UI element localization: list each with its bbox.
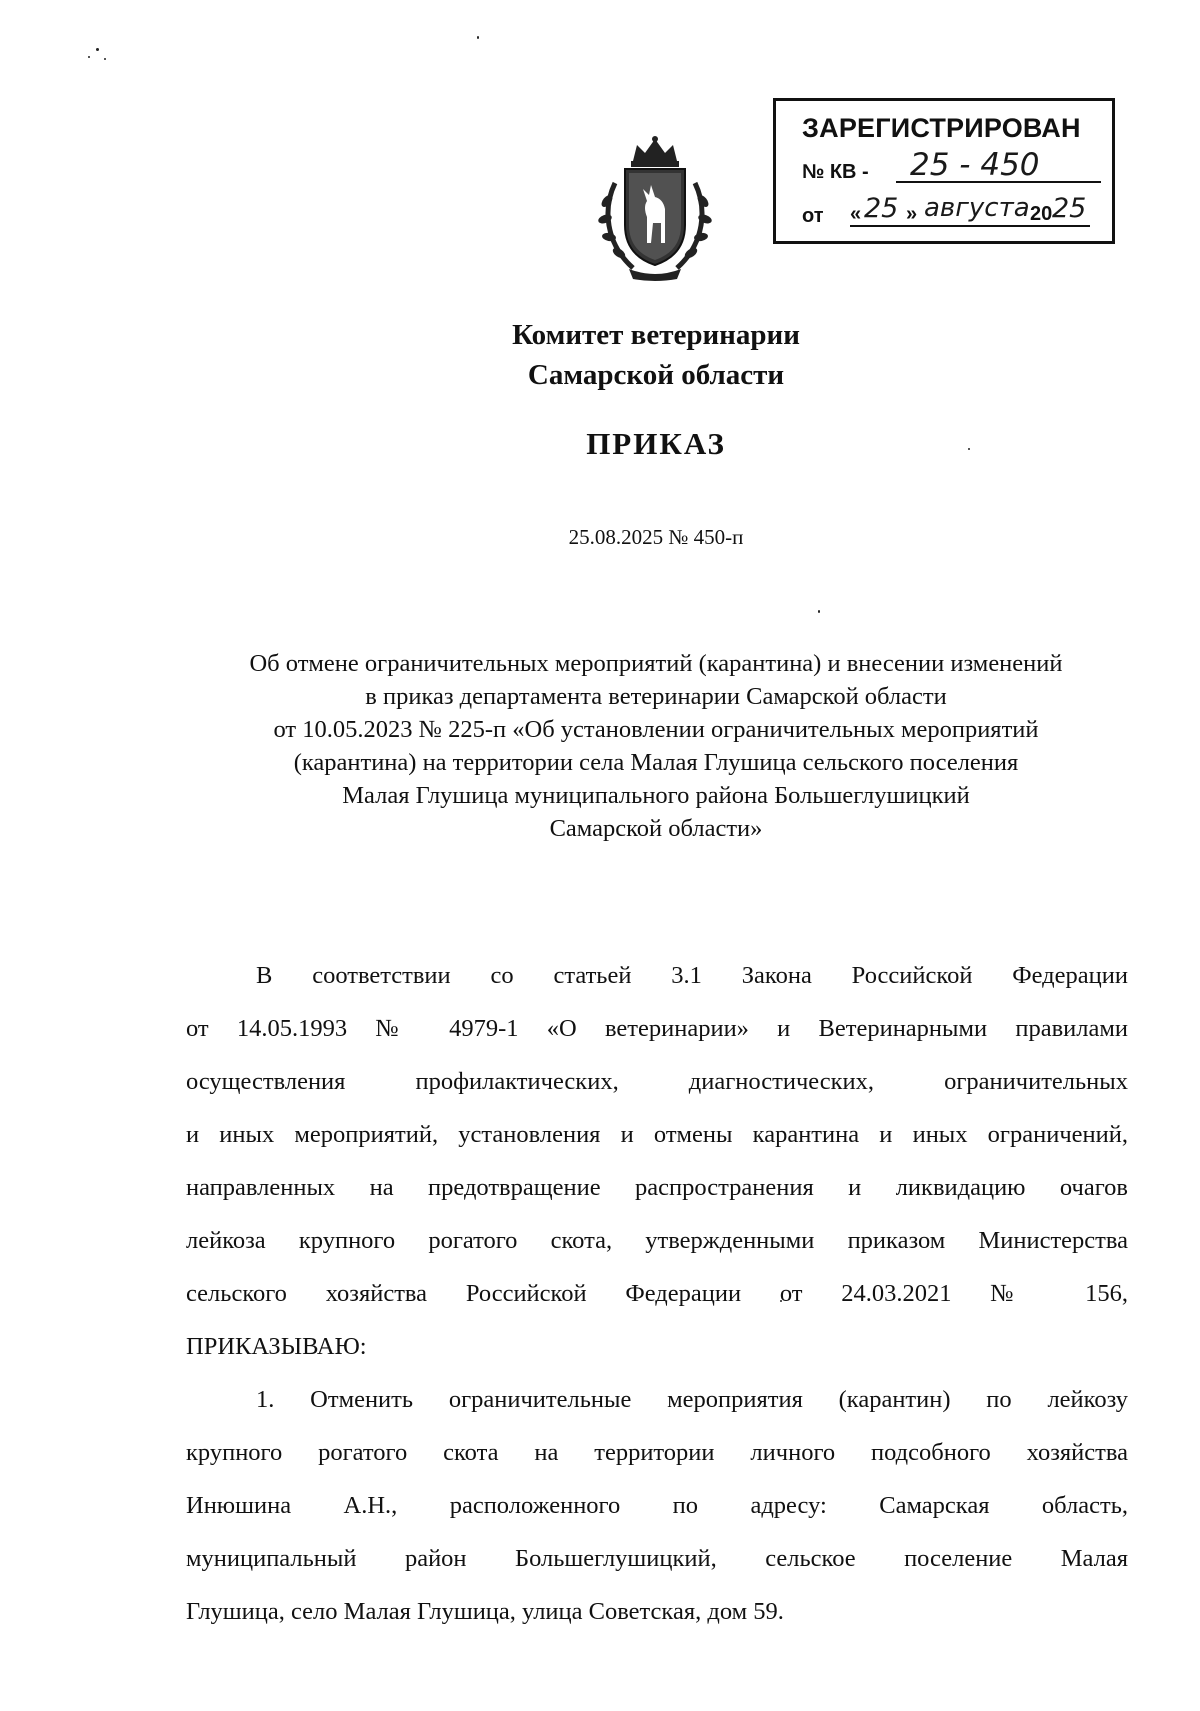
stamp-date-open-quote: « bbox=[850, 203, 862, 225]
preamble-line: от 14.05.1993 № 4979-1 «О ветеринарии» и Ветеринарными правилами bbox=[186, 1015, 1128, 1042]
registration-stamp bbox=[773, 98, 1115, 244]
item1-line: 1. Отменить ограничительные мероприятия (карантин) по лейкозу bbox=[256, 1386, 1128, 1413]
org-name-line2: Самарской области bbox=[527, 359, 785, 391]
document-subject bbox=[150, 647, 1162, 845]
preamble-line: направленных на предотвращение распространения и ликвидацию очагов bbox=[186, 1174, 1128, 1201]
document-body bbox=[186, 949, 1128, 1638]
stamp-title: ЗАРЕГИСТРИРОВАН bbox=[802, 113, 1081, 143]
stamp-date-close-quote: » bbox=[906, 203, 918, 225]
stamp-date bbox=[850, 195, 1090, 227]
preamble-line: сельского хозяйства Российской Федерации от 24.03.2021 № 156, bbox=[186, 1280, 1128, 1307]
stamp-number-handwritten: 25 - 450 bbox=[896, 147, 1101, 183]
subject-line: от 10.05.2023 № 225-п «Об установлении ограничительных мероприятий bbox=[273, 716, 1039, 743]
scan-speck bbox=[818, 610, 820, 613]
scan-speck bbox=[104, 58, 106, 60]
subject-line: Малая Глушица муниципального района Большеглушицкий bbox=[342, 782, 970, 809]
preamble-line: ПРИКАЗЫВАЮ: bbox=[186, 1333, 367, 1360]
stamp-number-label: № КВ - bbox=[802, 161, 869, 183]
subject-line: Об отмене ограничительных мероприятий (карантина) и внесении изменений bbox=[249, 650, 1063, 677]
scan-speck bbox=[477, 36, 479, 39]
preamble-line: осуществления профилактических, диагностических, ограничительных bbox=[186, 1068, 1128, 1095]
preamble-line: лейкоза крупного рогатого скота, утвержденными приказом Министерства bbox=[186, 1227, 1128, 1254]
scan-speck bbox=[96, 48, 99, 51]
document-type: ПРИКАЗ bbox=[586, 426, 726, 461]
preamble-line: В соответствии со статьей 3.1 Закона Российской Федерации bbox=[256, 962, 1128, 989]
scan-speck bbox=[88, 56, 90, 58]
item1-line: муниципальный район Большеглушицкий, сельское поселение Малая bbox=[186, 1545, 1128, 1572]
item1-line: Инюшина А.Н., расположенного по адресу: Самарская область, bbox=[186, 1492, 1128, 1519]
org-name-line1: Комитет ветеринарии bbox=[512, 319, 800, 351]
subject-line: Самарской области» bbox=[549, 815, 763, 842]
preamble-line: и иных мероприятий, установления и отмены карантина и иных ограничений, bbox=[186, 1121, 1128, 1148]
subject-line: в приказ департамента ветеринарии Самарской области bbox=[365, 683, 947, 710]
item1-line: Глушица, село Малая Глушица, улица Советская, дом 59. bbox=[186, 1598, 784, 1625]
stamp-date-year-handwritten: 25 bbox=[1052, 193, 1087, 224]
stamp-date-month: августа bbox=[924, 193, 1030, 223]
stamp-date-day: 25 bbox=[864, 193, 899, 224]
document-date-number: 25.08.2025 № 450-п bbox=[568, 525, 744, 549]
stamp-date-prefix: от bbox=[802, 205, 824, 227]
subject-line: (карантина) на территории села Малая Глушица сельского поселения bbox=[293, 749, 1019, 776]
item1-line: крупного рогатого скота на территории личного подсобного хозяйства bbox=[186, 1439, 1128, 1466]
stamp-date-year-printed: 20 bbox=[1030, 203, 1053, 225]
coat-of-arms-icon bbox=[585, 133, 725, 283]
